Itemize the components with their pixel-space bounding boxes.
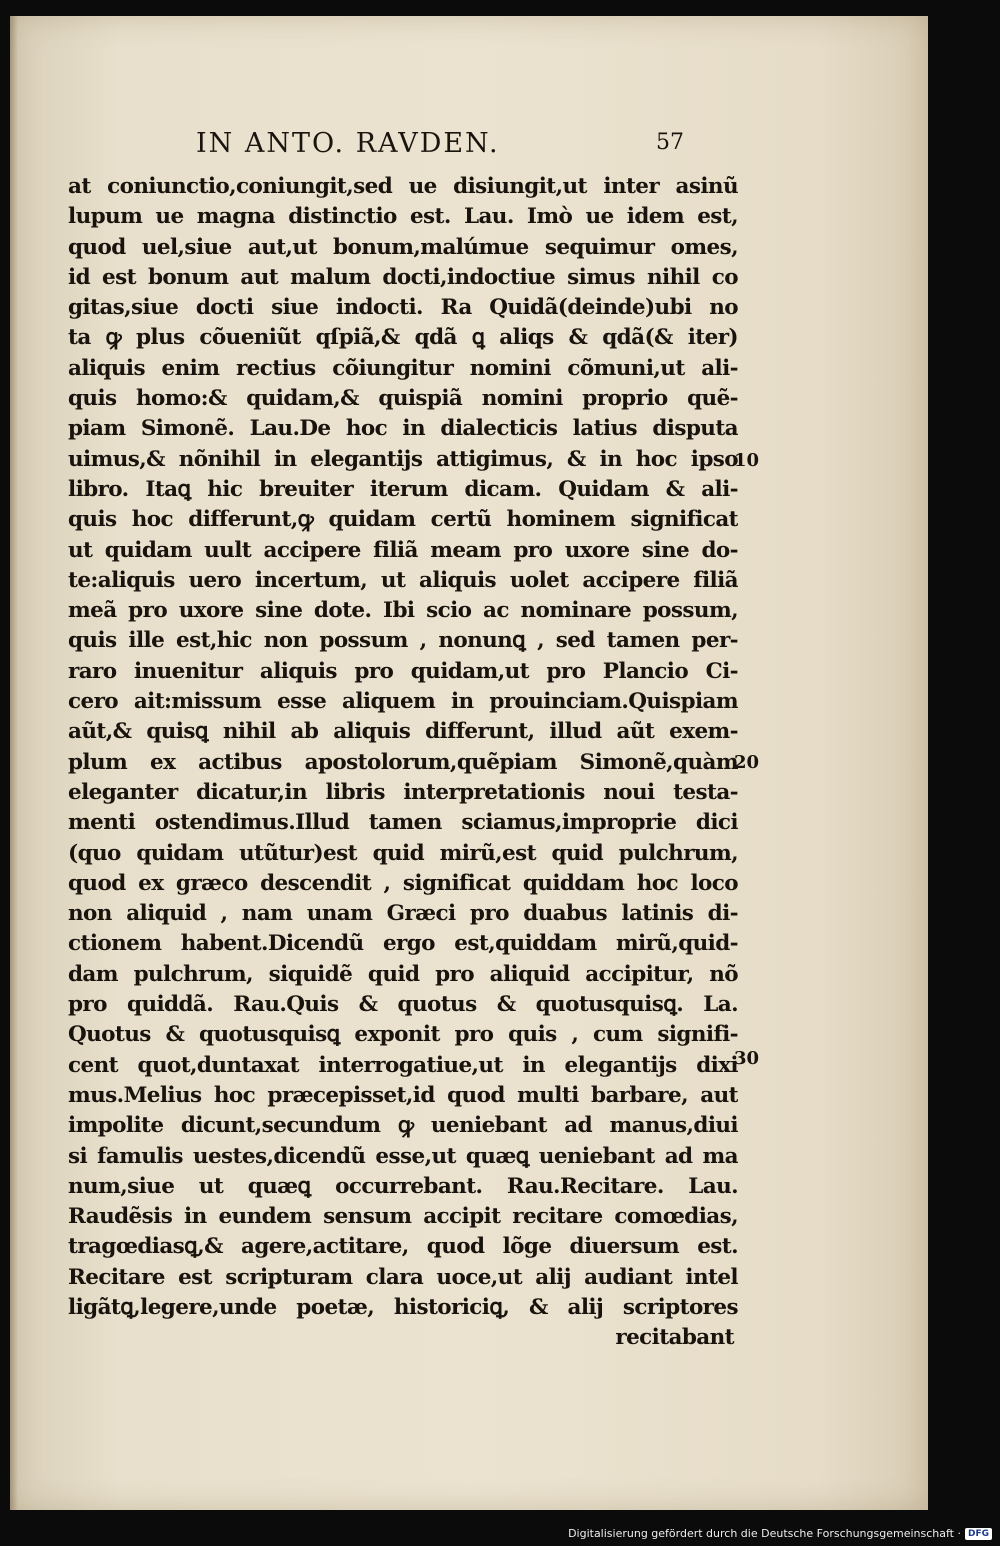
text-line: quis homo:& quidam,& quispiã nomini proprio quẽ- <box>68 386 738 412</box>
text-line: non aliquid , nam unam Græci pro duabus latinis di- <box>68 901 738 927</box>
text-line: gitas,siue docti siue indocti. Ra Quidã(deinde)ubi no <box>68 295 738 321</box>
text-line: dam pulchrum, siquidẽ quid pro aliquid accipitur, nõ <box>68 961 738 987</box>
text-line: ta ꝙ plus cõueniũt qſpiã,& qdã ꝗ aliqs & qdã(& iter) <box>68 325 738 351</box>
text-line: ligãtꝗ,legere,unde poetæ, historiciꝗ, & alij scriptores <box>68 1294 738 1320</box>
text-line: pro quiddã. Rau.Quis & quotus & quotusquisꝗ. La. <box>68 992 738 1018</box>
margin-line-number-10: 10 <box>734 450 760 471</box>
margin-line-number-30: 30 <box>734 1048 760 1069</box>
text-line: num,siue ut quæꝗ occurrebant. Rau.Recitare. Lau. <box>68 1173 738 1199</box>
text-line: ctionem habent.Dicendũ ergo est,quiddam mirũ,quid- <box>68 931 738 957</box>
text-line: impolite dicunt,secundum ꝙ ueniebant ad manus,diui <box>68 1113 738 1139</box>
text-line: eleganter dicatur,in libris interpretationis noui testa- <box>68 779 738 805</box>
text-line: Raudẽsis in eundem sensum accipit recitare comœdias, <box>68 1204 738 1230</box>
text-line: libro. Itaꝗ hic breuiter iterum dicam. Quidam & ali- <box>68 476 738 502</box>
text-line: aũt,& quisꝗ nihil ab aliquis differunt, illud aũt exem- <box>68 719 738 745</box>
text-line: at coniunctio,coniungit,sed ue disiungit,ut inter asinũ <box>68 174 738 199</box>
text-line: plum ex actibus apostolorum,quẽpiam Simonẽ,quàm <box>68 749 738 775</box>
text-line: mus.Melius hoc præcepisset,id quod multi barbare, aut <box>68 1082 738 1108</box>
book-page <box>10 16 928 1510</box>
text-line: ut quidam uult accipere filiã meam pro uxore sine do- <box>68 537 738 563</box>
text-line: quis hoc differunt,ꝙ quidam certũ hominem significat <box>68 507 738 533</box>
text-line: quod ex græco descendit , significat quiddam hoc loco <box>68 870 738 896</box>
text-line: piam Simonẽ. Lau.De hoc in dialecticis latius disputa <box>68 416 738 442</box>
body-text <box>68 172 738 1354</box>
text-line: menti ostendimus.Illud tamen sciamus,improprie dici <box>68 810 738 836</box>
credit-text: Digitalisierung gefördert durch die Deutsche Forschungsgemeinschaft · <box>568 1527 961 1540</box>
text-line: id est bonum aut malum docti,indoctiue simus nihil co <box>68 264 738 290</box>
text-line: cero ait:missum esse aliquem in prouinciam.Quispiam <box>68 689 738 715</box>
text-line: lupum ue magna distinctio est. Lau. Imò ue idem est, <box>68 204 738 230</box>
catchword: recitabant <box>615 1325 734 1351</box>
text-line: te:aliquis uero incertum, ut aliquis uolet accipere filiã <box>68 567 738 593</box>
running-title: IN ANTO. RAVDEN. <box>196 128 500 159</box>
text-line: tragœdiasꝗ,& agere,actitare, quod lõge diuersum est. <box>68 1234 738 1260</box>
text-line: Quotus & quotusquisꝗ exponit pro quis , cum signifi- <box>68 1022 738 1048</box>
text-line: quod uel,siue aut,ut bonum,malúmue sequimur omes, <box>68 234 738 260</box>
text-line: Recitare est scripturam clara uoce,ut alij audiant intel <box>68 1264 738 1290</box>
text-line: si famulis uestes,dicendũ esse,ut quæꝗ ueniebant ad ma <box>68 1143 738 1169</box>
text-line: meã pro uxore sine dote. Ibi scio ac nominare possum, <box>68 598 738 624</box>
text-line: cent quot,duntaxat interrogatiue,ut in elegantijs dixi <box>68 1052 738 1078</box>
text-line: quis ille est,hic non possum , nonunꝗ , sed tamen per- <box>68 628 738 654</box>
margin-line-number-20: 20 <box>734 752 760 773</box>
text-line: aliquis enim rectius cõiungitur nomini cõmuni,ut ali- <box>68 355 738 381</box>
text-line: raro inuenitur aliquis pro quidam,ut pro Plancio Ci- <box>68 658 738 684</box>
dfg-logo: DFG <box>965 1528 992 1540</box>
digitization-credit <box>568 1527 992 1540</box>
text-line: uimus,& nõnihil in elegantijs attigimus, & in hoc ipso <box>68 446 738 472</box>
text-line: (quo quidam utũtur)est quid mirũ,est quid pulchrum, <box>68 840 738 866</box>
page-number: 57 <box>656 130 684 155</box>
